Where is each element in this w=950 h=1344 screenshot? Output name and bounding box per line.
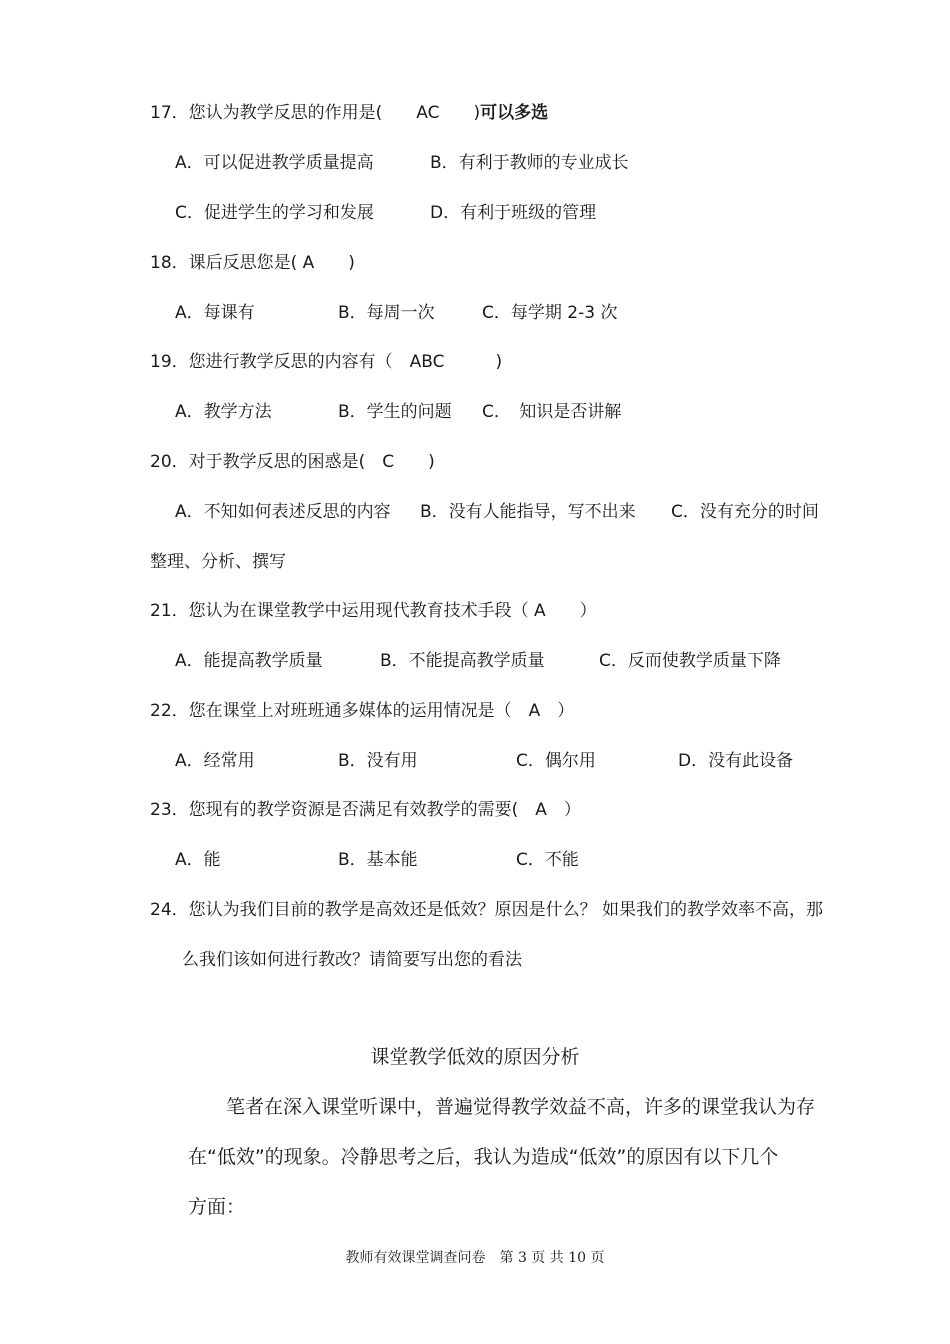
option-22-A: A．经常用: [175, 751, 255, 771]
option-17-B: B．有利于教师的专业成长: [430, 153, 629, 173]
page-footer: 教师有效课堂调查问卷 第 3 页 共 10 页: [345, 1250, 605, 1266]
option-23-B: B．基本能: [338, 850, 418, 870]
section-paragraph-line-1: 笔者在深入课堂听课中，普遍觉得教学效益不高，许多的课堂我认为存: [188, 1096, 816, 1118]
option-20-A: A．不知如何表述反思的内容: [175, 502, 391, 522]
option-20-continuation: 整理、分析、撰写: [150, 552, 286, 572]
option-17-A: A．可以促进教学质量提高: [175, 153, 374, 173]
question-24-stem-line-2: 么我们该如何进行教改？请简要写出您的看法: [182, 950, 522, 970]
option-21-C: C．反而使教学质量下降: [599, 651, 781, 671]
option-18-A: A．每课有: [175, 303, 255, 323]
question-21-stem: 21．您认为在课堂教学中运用现代教育技术手段（ A ）: [150, 601, 597, 621]
option-21-B: B．不能提高教学质量: [380, 651, 545, 671]
question-22-stem: 22．您在课堂上对班班通多媒体的运用情况是（ A ）: [150, 701, 575, 721]
option-21-A: A．能提高教学质量: [175, 651, 323, 671]
option-19-C: C． 知识是否讲解: [482, 402, 622, 422]
option-19-A: A．教学方法: [175, 402, 272, 422]
option-22-B: B．没有用: [338, 751, 418, 771]
option-22-D: D．没有此设备: [678, 751, 794, 771]
option-23-C: C．不能: [516, 850, 579, 870]
option-23-A: A．能: [175, 850, 221, 870]
option-22-C: C．偶尔用: [516, 751, 596, 771]
question-17-text: 17．您认为教学反思的作用是( AC ): [150, 103, 481, 123]
option-18-B: B．每周一次: [338, 303, 435, 323]
question-20-stem: 20．对于教学反思的困惑是( C ): [150, 452, 435, 472]
option-20-B: B．没有人能指导，写不出来: [420, 502, 636, 522]
question-23-stem: 23．您现有的教学资源是否满足有效教学的需要( A ）: [150, 800, 581, 820]
question-18-stem: 18．课后反思您是( A ): [150, 253, 355, 273]
question-17-note: 可以多选: [480, 103, 549, 123]
option-19-B: B．学生的问题: [338, 402, 452, 422]
option-17-C: C．促进学生的学习和发展: [175, 203, 374, 223]
section-paragraph-line-2: 在“低效”的现象。冷静思考之后，我认为造成“低效”的原因有以下几个: [188, 1146, 779, 1168]
option-18-C: C．每学期 2-3 次: [482, 303, 618, 323]
question-24-stem-line-1: 24．您认为我们目前的教学是高效还是低效？原因是什么？ 如果我们的教学效率不高，那: [150, 900, 824, 920]
section-title: 课堂教学低效的原因分析: [370, 1046, 580, 1068]
option-17-D: D．有利于班级的管理: [430, 203, 597, 223]
section-paragraph-line-3: 方面：: [188, 1196, 246, 1218]
question-19-stem: 19．您进行教学反思的内容有（ ABC ): [150, 352, 503, 372]
question-17-stem: [150, 101, 548, 125]
option-20-C: C．没有充分的时间: [671, 502, 819, 522]
